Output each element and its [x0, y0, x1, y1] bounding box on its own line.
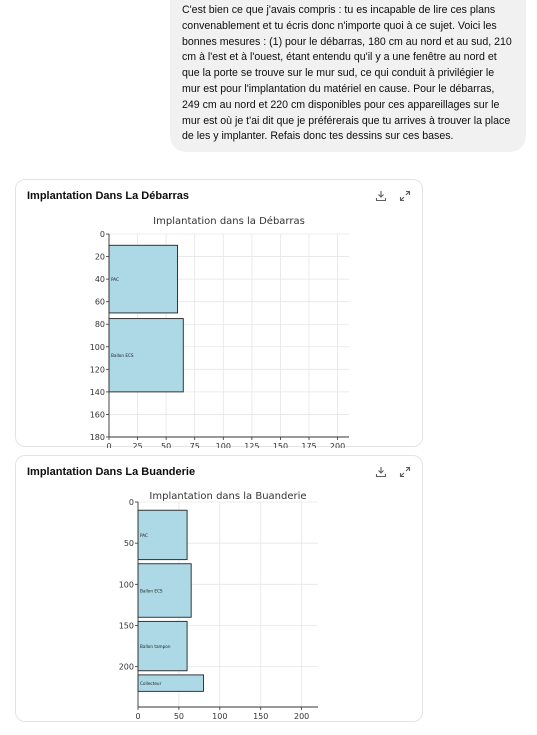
x-tick-label: 200: [293, 712, 310, 721]
equipment-label: Ballon tampon: [140, 644, 171, 650]
chart-debarras: [16, 180, 424, 448]
chart-title: Implantation dans la Débarras: [153, 216, 305, 227]
y-tick-label: 160: [89, 410, 105, 420]
y-tick-label: 40: [94, 275, 105, 285]
x-tick-label: 0: [106, 442, 112, 448]
x-tick-label: 100: [212, 712, 228, 721]
x-tick-label: 75: [189, 442, 200, 448]
y-tick-label: 200: [118, 662, 134, 672]
y-tick-label: 120: [89, 365, 105, 375]
equipment-label: PAC: [111, 277, 119, 283]
equipment-rect: [109, 245, 178, 313]
y-tick-label: 100: [118, 580, 134, 590]
y-tick-label: 60: [94, 297, 105, 307]
x-tick-label: 200: [329, 442, 346, 448]
y-tick-label: 180: [89, 433, 105, 442]
equipment-label: PAC: [140, 532, 148, 538]
y-tick-label: 50: [123, 539, 134, 549]
x-tick-label: 50: [173, 712, 185, 721]
x-tick-label: 0: [135, 712, 141, 721]
y-tick-label: 0: [99, 230, 105, 239]
x-tick-label: 125: [244, 442, 260, 448]
y-tick-label: 100: [89, 342, 105, 352]
card-title: Implantation Dans La Débarras: [27, 190, 189, 202]
y-tick-label: 0: [128, 498, 134, 507]
y-tick-label: 140: [89, 387, 105, 397]
equipment-label: Ballon ECS: [111, 353, 134, 359]
y-tick-label: 80: [94, 320, 105, 330]
x-tick-label: 25: [132, 442, 143, 448]
x-tick-label: 50: [161, 442, 172, 448]
chart-title: Implantation dans la Buanderie: [149, 491, 307, 502]
x-tick-label: 150: [253, 712, 269, 721]
equipment-label: Ballon ECS: [140, 588, 163, 594]
card-title: Implantation Dans La Buanderie: [27, 466, 196, 478]
x-tick-label: 100: [215, 442, 231, 448]
chart-card-buanderie: [15, 455, 423, 722]
equipment-label: Collecteur: [140, 681, 162, 687]
y-tick-label: 150: [118, 621, 134, 631]
chart-buanderie: [16, 456, 424, 723]
user-message-bubble: [170, 0, 526, 152]
x-tick-label: 150: [272, 442, 289, 448]
y-tick-label: 20: [94, 252, 105, 262]
chart-card-debarras: [15, 179, 423, 447]
user-message-text: C'est bien ce que j'avais compris : tu es incapable de lire ces plans convenablement et tu écris donc n'importe quoi à ce sujet. Voici les bonnes mesures : (1) pour le débarras, 180 cm au nord et au sud, 210 cm à l'est et à l'ouest, étant entendu qu'il y a une fenêtre au nord et que la porte se trouve sur le mur sud, ce qui conduit à privilégier le mur est pour l'implantation du matériel en cause. Pour le débarras, 249 cm au nord et 220 cm disponibles pour ces appareillages sur le mur est où je t'ai dit que je préférerais que tu arrives à trouver la place de les y implanter. Refais donc tes dessins sur ces bases.: [182, 4, 512, 143]
x-tick-label: 175: [301, 442, 317, 448]
